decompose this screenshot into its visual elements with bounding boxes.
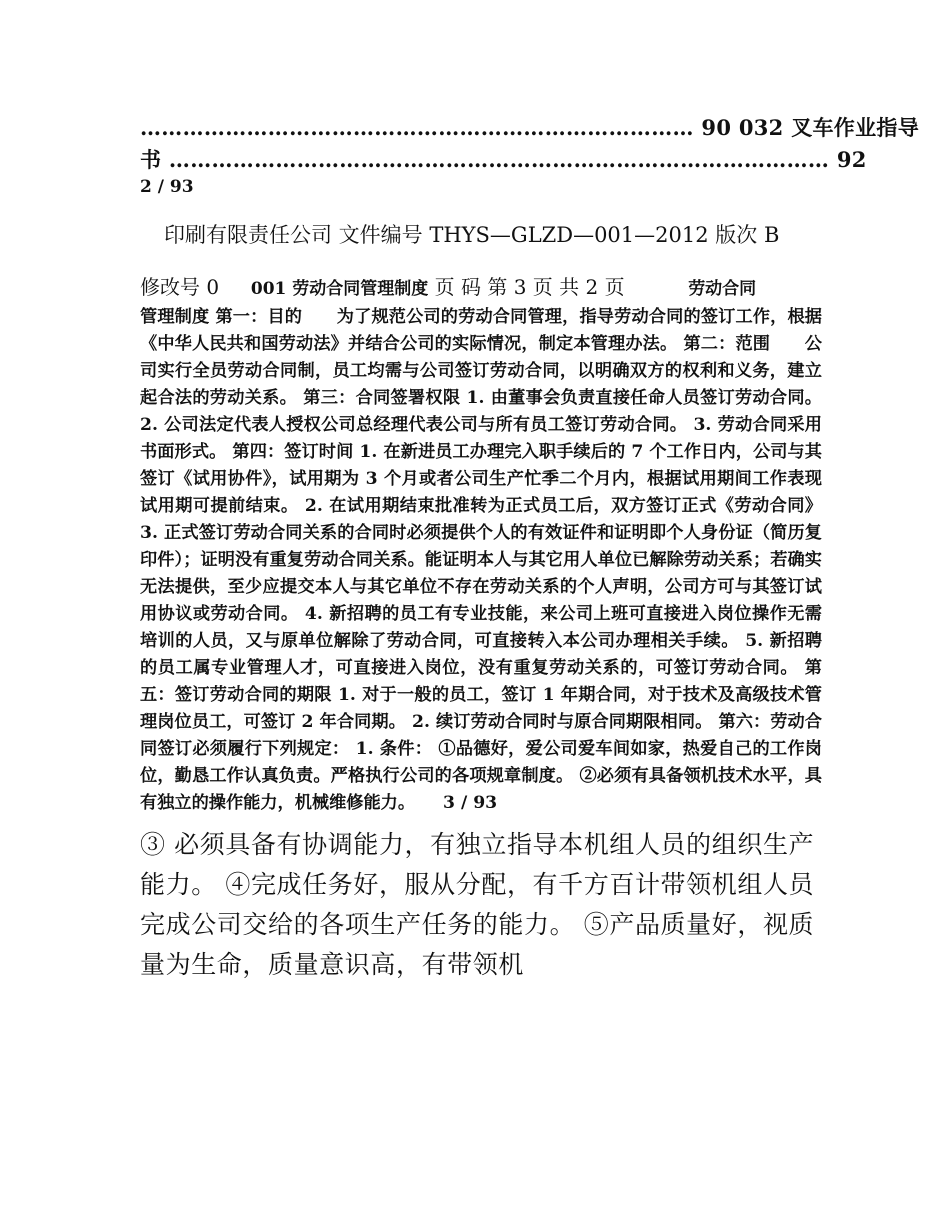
table-of-contents — [140, 112, 919, 176]
company-header-line: 印刷有限责任公司 文件编号 THYS—GLZD—001—2012 版次 B — [164, 223, 780, 247]
page-marker-top: 2 / 93 — [140, 177, 194, 197]
body-paragraph-text: 管理制度 第一：目的 为了规范公司的劳动合同管理，指导劳动合同的签订工作，根据《中华人民共和国劳动法》并结合公司的实际情况，制定本管理办法。 第二：范围 公司实行全员劳动合同制，员工均需与公司签订劳动合同，以明确双方的权利和义务，建立起合法的劳动关系。 第三：合同签署权限 1. 由董事会负责直接任命人员签订劳动合同。 2. 公司法定代表人授权公司总经理代表公司与所有员工签订劳动合同。 3. 劳动合同采用书面形式。 第四：签订时间 1. 在新进员工办理完入职手续后的 7 个工作日内，公司与其签订《试用协件》，试用期为 3 个月或者公司生产忙季二个月内，根据试用期间工作表现试用期可提前结束。 2. 在试用期结束批准转为正式员工后，双方签订正式《劳动合同》 3. 正式签订劳动合同关系的合同时必须提供个人的有效证件和证明即个人身份证（简历复印件）；证明没有重复劳动合同关系。能证明本人与其它用人单位已解除劳动关系；若确实无法提供，至少应提交本人与其它单位不存在劳动关系的个人声明，公司方可与其签订试用协议或劳动合同。 4. 新招聘的员工有专业技能，来公司上班可直接进入岗位操作无需培训的人员，又与原单位解除了劳动合同，可直接转入本公司办理相关手续。 5. 新招聘的员工属专业管理人才，可直接进入岗位，没有重复劳动关系的，可签订劳动合同。 第五：签订劳动合同的期限 1. 对于一般的员工，签订 1 年期合同，对于技术及高级技术管理岗位员工，可签订 2 年合同期。 2. 续订劳动合同时与原合同期限相同。 第六：劳动合同签订必须履行下列规定： 1. 条件： ①品德好，爱公司爱车间如家，热爱自己的工作岗位，勤恳工作认真负责。严格执行公司的各项规章制度。 ②必须有具备领机技术水平，具有独立的操作能力，机械维修能力。 — [140, 307, 822, 813]
page-marker-inline: 3 / 93 — [443, 793, 498, 813]
continuation-paragraph: ③ 必须具备有协调能力，有独立指导本机组人员的组织生产能力。 ④完成任务好，服从分配，有千方百计带领机组人员完成公司交给的各项生产任务的能力。 ⑤产品质量好，视质量为生命，质量意识高，有带领机 — [140, 830, 815, 979]
toc-entry-line-1: …………………………………………………………………… 90 032 叉车作业指导 — [140, 115, 919, 140]
body-paragraph — [140, 304, 822, 817]
document-title: 001 劳动合同管理制度 — [250, 279, 429, 299]
document-meta-line — [140, 272, 822, 304]
document-page — [140, 112, 919, 985]
revision-number: 修改号 0 — [140, 275, 220, 299]
document-title-repeat: 劳动合同 — [688, 279, 757, 299]
page-info: 页 码 第 3 页 共 2 页 — [434, 275, 625, 299]
toc-entry-line-2: 书 ………………………………………………………………………………… 92 — [140, 147, 867, 172]
